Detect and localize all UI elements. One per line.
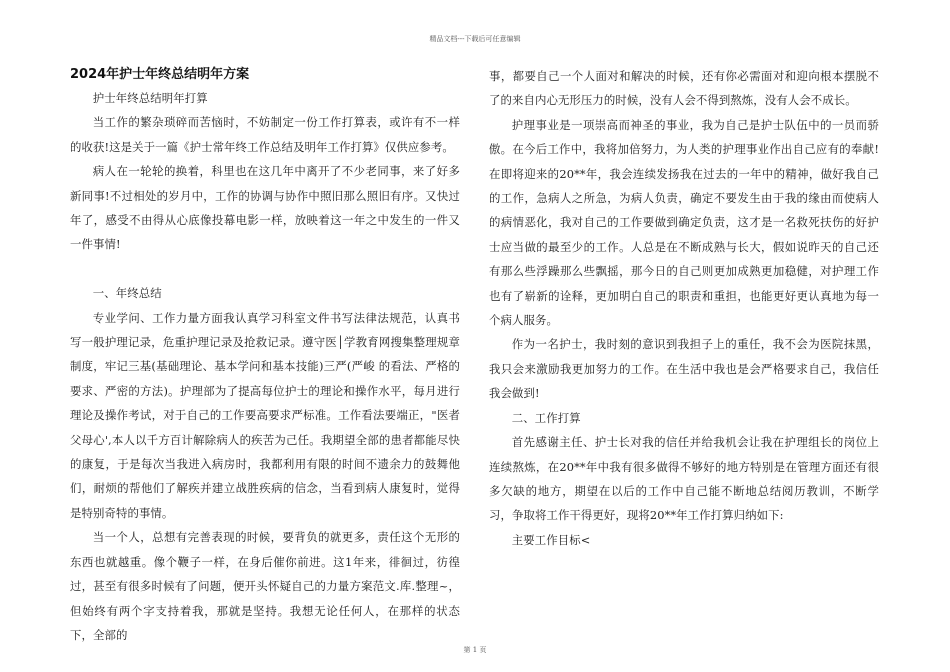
continued-paragraph: 事，都要自己一个人面对和解决的时候，还有你必需面对和迎向根本摆脱不了的来自内心无形压力的时候，没有人会不得到熬炼，没有人会不成长。 — [489, 69, 879, 108]
page-header-note: 精品文档---下载后可任意编辑 — [429, 35, 521, 43]
body-paragraph: 作为一名护士，我时刻的意识到我担子上的重任，我不会为医院抹黑，我只会来激励我更加努力的工作。在生活中我也是会严格要求自己，我信任我会做到! — [489, 337, 879, 401]
subtitle-paragraph: 护士年终总结明年打算 — [92, 91, 208, 105]
intro-paragraph: 当工作的繁杂琐碎而苦恼时，不妨制定一份工作打算表，或许有不一样的收获!这是关于一篇《护士常年终工作总结及明年工作打算》仅供应参考。 — [70, 115, 460, 154]
left-column — [70, 64, 460, 647]
section-heading-plan: 二、工作打算 — [511, 410, 581, 425]
sub-heading-goals: 主要工作目标< — [511, 532, 591, 547]
right-column — [489, 64, 879, 552]
page-number: 第 1 页 — [463, 646, 487, 654]
blank-line — [70, 257, 460, 281]
body-paragraph: 护理事业是一项崇高而神圣的事业，我为自己是护士队伍中的一员而骄傲。在今后工作中，我将加倍努力，为人类的护理事业作出自己应有的奉献!在即将迎来的20**年，我会连续发扬我在过去的一年中的精神，做好我自己的工作，急病人之所急，为病人负责，确定不要发生由于我的缘由而使病人的病情恶化，我对自己的工作要做到确定负责，这才是一名救死扶伤的好护士应当做的最至少的工作。人总是在不断成熟与长大，假如说昨天的自己还有那么些浮躁那么些飘摇，那今日的自己则更加成熟更加稳健，对护理工作也有了崭新的诠释，更加明白自己的职责和重担，也能更好更认真地为每一个病人服务。 — [489, 117, 879, 328]
body-paragraph: 首先感谢主任、护士长对我的信任并给我机会让我在护理组长的岗位上连续熬炼，在20**年中我有很多做得不够好的地方特别是在管理方面还有很多欠缺的地方，期望在以后的工作中自己能不断地总结阅历教训，不断学习，争取将工作干得更好，现将20**年工作打算归纳如下: — [489, 435, 879, 523]
document-title: 2024年护士年终总结明年方案 — [70, 67, 250, 82]
body-paragraph: 当一个人，总想有完善表现的时候，要背负的就更多，责任这个无形的东西也就越重。像个鞭子一样，在身后催你前进。这1年来，徘徊过，彷徨过，甚至有很多时候有了问题，便开头怀疑自己的力量方案范文.库.整理~，但始终有两个字支持着我，那就是坚持。我想无论任何人，在那样的状态下，全部的 — [70, 530, 460, 642]
body-paragraph: 病人在一轮轮的换着，科里也在这几年中离开了不少老同事，来了好多新同事!不过相处的岁月中，工作的协调与协作中照旧那么照旧有序。又快过年了，感受不由得从心底像投幕电影一样，放映着这一年之中发生的一件又一件事情! — [70, 164, 460, 252]
section-heading-summary: 一、年终总结 — [92, 286, 162, 301]
body-paragraph: 专业学问、工作力量方面我认真学习科室文件书写法律法规范，认真书写一般护理记录，危重护理记录及抢救记录。遵守医│学教育网搜集整理规章制度，牢记三基(基础理论、基本学问和基本技能)三严(严峻 的看法、严格的要求、严密的方法)。护理部为了提高每位护士的理论和操作水平，每月进行理论及操作考试，对于自己的工作要高要求严标准。工作看法要端正，"医者父母心',本人以千方百计解除病人的疾苦为己任。我期望全部的患者都能尽快的康复，于是每次当我进入病房时，我都利用有限的时间不遗余力的鼓舞他们，耐烦的帮他们了解疾并建立战胜疾病的信念，当看到病人康复时，觉得是特别奇特的事情。 — [70, 310, 460, 520]
